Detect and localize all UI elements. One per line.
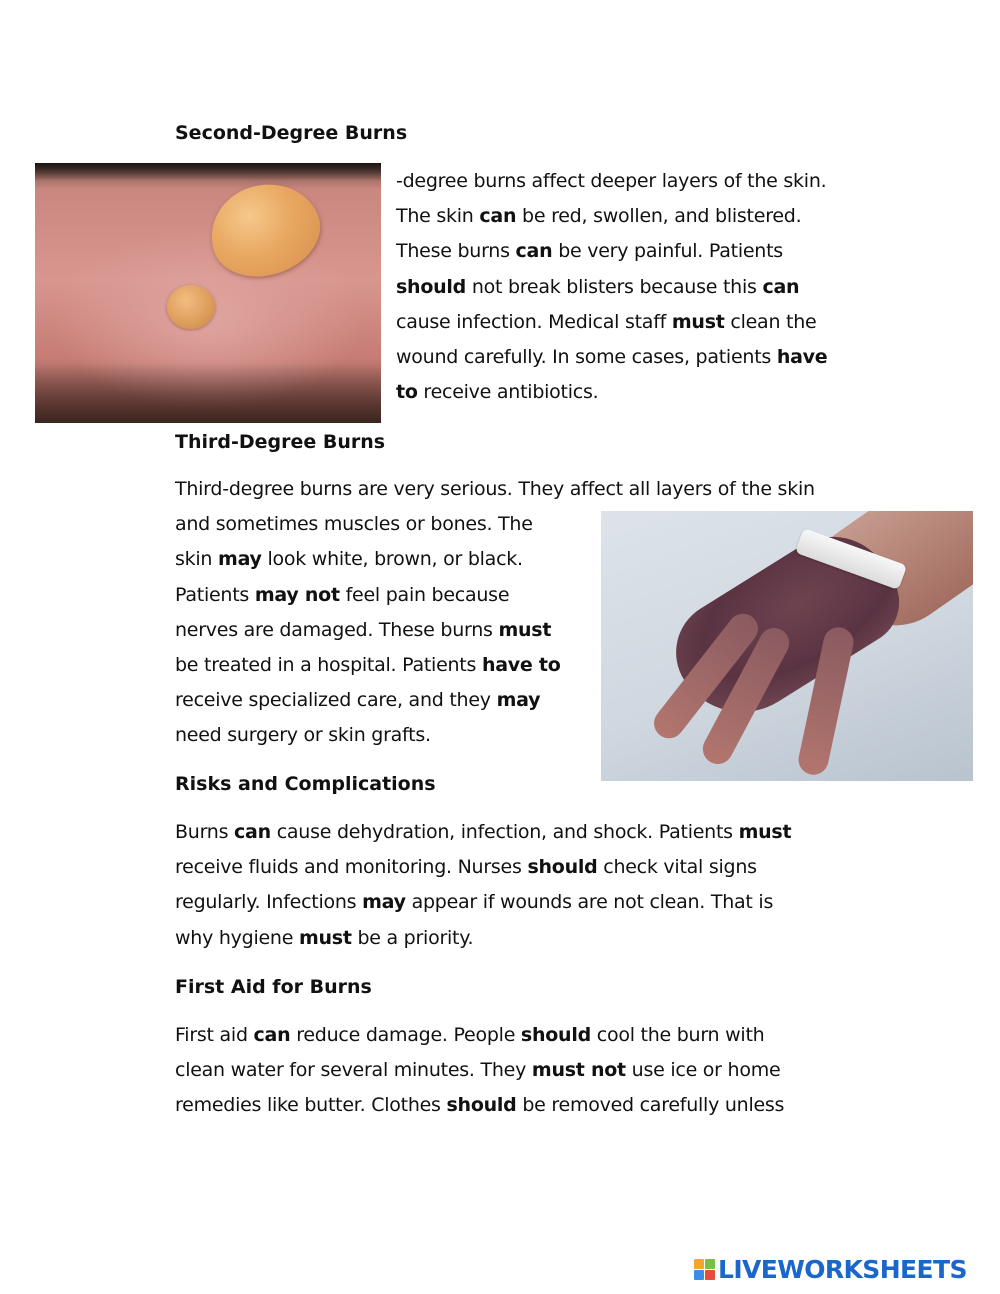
liveworksheets-logo — [694, 1254, 967, 1284]
text-segment: The skin — [396, 205, 480, 228]
blistered-skin-photo — [35, 163, 381, 423]
text-line — [175, 921, 791, 956]
text-line — [396, 340, 827, 375]
modal-verb: can — [234, 821, 271, 843]
text-segment: receive specialized care, and they — [175, 689, 497, 712]
modal-verb: have to — [481, 654, 561, 677]
large-blister-shape — [199, 170, 331, 290]
modal-verb: may not — [254, 583, 340, 606]
modal-verb: must — [498, 618, 552, 641]
text-segment: and sometimes muscles or bones. The — [175, 513, 533, 536]
text-segment: wound carefully. In some cases, patients — [396, 346, 777, 369]
modal-verb: must — [671, 310, 725, 333]
text-segment: cool the burn with — [590, 1024, 765, 1046]
text-segment: These burns — [396, 240, 516, 263]
text-segment: First aid — [175, 1024, 254, 1046]
text-line — [175, 850, 791, 885]
text-segment: clean the — [724, 310, 817, 333]
modal-verb: must — [298, 926, 352, 949]
text-segment: Third-degree burns are very serious. They affect all layers of the skin — [175, 478, 815, 500]
text-line — [396, 199, 827, 234]
modal-verb: must not — [531, 1059, 626, 1082]
modal-verb: can — [762, 275, 800, 298]
text-segment: not break blisters because this — [466, 275, 763, 298]
logo-blocks-icon — [694, 1259, 715, 1280]
text-line — [175, 472, 815, 507]
modal-verb: should — [396, 275, 467, 298]
text-segment: clean water for several minutes. They — [175, 1059, 532, 1082]
text-line — [175, 1018, 784, 1053]
text-segment: regularly. Infections — [175, 891, 363, 914]
heading-third-degree-burns: Third-Degree Burns — [175, 431, 386, 453]
text-segment: use ice or home — [625, 1059, 781, 1082]
text-line — [175, 1088, 784, 1123]
text-segment: receive antibiotics. — [417, 381, 599, 404]
text-segment: appear if wounds are not clean. That is — [405, 891, 774, 914]
text-segment: Patients — [175, 583, 255, 606]
text-segment: skin — [175, 548, 219, 571]
text-segment: cause dehydration, infection, and shock. Patients — [270, 821, 739, 843]
logo-block — [705, 1270, 715, 1280]
modal-verb: have — [776, 346, 828, 369]
text-segment: need surgery or skin grafts. — [175, 724, 431, 747]
text-segment: feel pain because — [339, 583, 510, 606]
text-segment: look white, brown, or black. — [261, 548, 523, 571]
text-segment: cause infection. Medical staff — [396, 310, 672, 333]
modal-verb: can — [253, 1024, 291, 1046]
text-line — [396, 375, 827, 410]
modal-verb: may — [362, 891, 406, 914]
text-line — [396, 164, 827, 199]
text-segment: check vital signs — [597, 856, 757, 879]
modal-verb: to — [396, 381, 418, 404]
modal-verb: can — [515, 240, 553, 263]
small-blister-shape — [167, 285, 215, 329]
heading-risks-and-complications: Risks and Complications — [175, 773, 436, 795]
text-segment: receive fluids and monitoring. Nurses — [175, 856, 528, 879]
modal-verb: should — [446, 1094, 517, 1117]
modal-verb: may — [496, 689, 541, 712]
text-segment: remedies like butter. Clothes — [175, 1094, 447, 1117]
text-segment: be red, swollen, and blistered. — [516, 205, 802, 228]
logo-block — [694, 1270, 704, 1280]
text-line — [396, 270, 827, 305]
text-segment: be very painful. Patients — [552, 240, 783, 263]
text-segment: reduce damage. People — [290, 1024, 521, 1046]
text-line — [175, 885, 791, 920]
text-segment: be a priority. — [351, 926, 474, 949]
modal-verb: should — [527, 856, 598, 879]
text-line — [175, 1053, 784, 1088]
logo-text: LIVEWORKSHEETS — [718, 1254, 967, 1284]
modal-verb: should — [520, 1024, 591, 1046]
text-segment: be removed carefully unless — [516, 1094, 785, 1117]
text-segment: be treated in a hospital. Patients — [175, 654, 482, 677]
text-line — [396, 305, 827, 340]
heading-first-aid-for-burns: First Aid for Burns — [175, 976, 372, 998]
paragraph-risks — [175, 815, 791, 956]
text-segment: nerves are damaged. These burns — [175, 618, 499, 641]
heading-second-degree-burns: Second-Degree Burns — [175, 122, 408, 144]
text-line — [175, 815, 791, 850]
logo-block — [694, 1259, 704, 1269]
logo-block — [705, 1259, 715, 1269]
text-line — [396, 234, 827, 269]
modal-verb: can — [479, 205, 517, 228]
modal-verb: must — [738, 821, 792, 843]
paragraph-first-aid — [175, 1018, 784, 1124]
modal-verb: may — [218, 548, 262, 571]
text-segment: -degree burns affect deeper layers of the skin. — [396, 170, 827, 192]
burned-hand-photo — [601, 511, 973, 781]
text-segment: why hygiene — [175, 926, 299, 949]
paragraph-second-degree — [396, 164, 827, 410]
text-segment: Burns — [175, 821, 235, 843]
